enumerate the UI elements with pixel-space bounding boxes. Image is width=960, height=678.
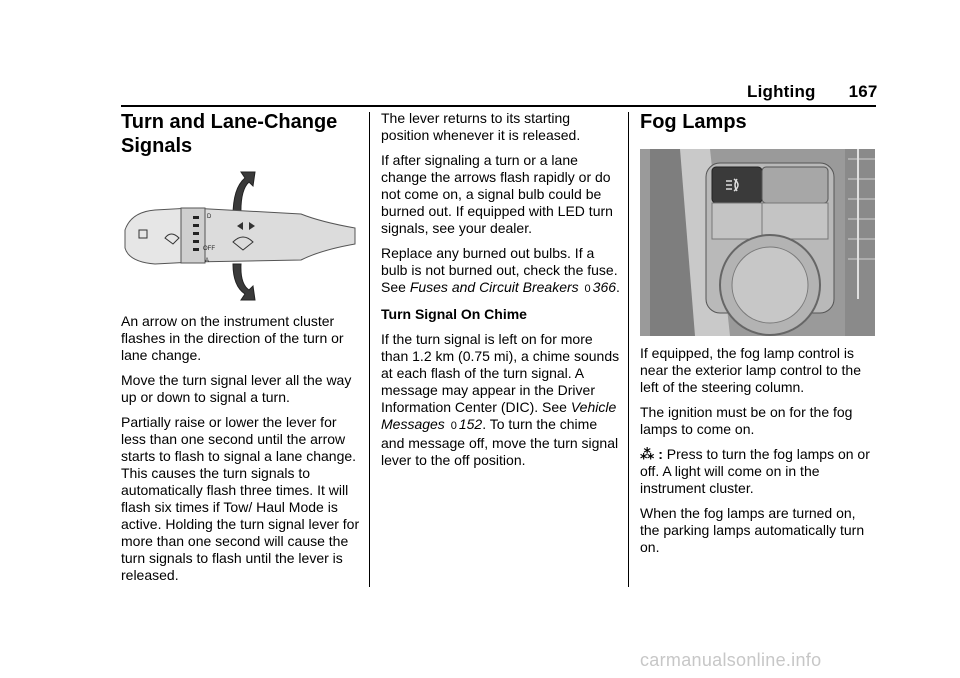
column-divider-2 [628,112,629,587]
paragraph: When the fog lamps are turned on, the parking lamps automatically turn on. [640,505,865,555]
column-divider-1 [369,112,370,587]
paragraph: If after signaling a turn or a lane change the arrows flash rapidly or do not come on, a signal bulb could be burned out. If equipped with LED turn signals, see your dealer. [381,152,613,236]
svg-text:D: D [207,214,212,220]
running-header [747,82,878,102]
paragraph: If the turn signal is left on for more than 1.2 km (0.75 mi), a chime sounds at each flash of the turn signal. A message may appear in the Driver Information Center (DIC). See Vehicle Messages 0 152. To turn the chime and message off, move the turn signal lever to the off position. [381,331,620,468]
column-3-body [640,345,876,564]
page-number: 167 [848,82,878,101]
vehicle-messages-link[interactable]: Vehicle Messages [381,399,617,432]
paragraph: An arrow on the instrument cluster flashes in the direction of the turn or lane change. [121,313,344,363]
paragraph: The lever returns to its starting position whenever it is released. [381,110,581,143]
section-title: Turn and Lane-Change Signals [121,111,338,157]
turn-signal-lever-illustration [121,168,359,303]
svg-text:OFF: OFF [203,246,215,252]
up-arrow-icon [233,172,255,216]
section-name: Lighting [747,82,816,101]
svg-text:A: A [205,258,210,264]
page-ref[interactable]: 366 [592,279,617,295]
section-title: Fog Lamps [640,111,747,133]
header-rule [121,105,876,107]
fog-lamp-symbol-icon: ⁂ [640,446,655,462]
column-2 [381,110,621,477]
page-ref-icon: 0 [584,283,591,295]
page-ref-icon: 0 [450,420,457,432]
paragraph: Replace any burned out bulbs. If a bulb is not burned out, check the fuse. See Fuses and Circuit Breakers 0 366. [381,245,620,295]
paragraph: If equipped, the fog lamp control is near the exterior lamp control to the left of the steering column. [640,345,862,395]
paragraph: Partially raise or lower the lever for less than one second until the arrow starts to flash to signal a lane change. This causes the turn signals to automatically flash three times. It will flash six times if Tow/ Haul Mode is active. Holding the turn signal lever for more than one second will cause the turn signals to flash until the lever is released. [121,414,360,583]
watermark: carmanualsonline.info [640,650,822,670]
paragraph: Move the turn signal lever all the way up or down to signal a turn. [121,372,352,405]
column-1 [121,110,361,158]
down-arrow-icon [233,264,255,300]
page-ref[interactable]: 152 [458,416,483,432]
subheading: Turn Signal On Chime [381,306,527,322]
column-3 [640,110,876,134]
column-1-body [121,313,361,592]
fuses-link[interactable]: Fuses and Circuit Breakers [409,279,579,295]
paragraph: The ignition must be on for the fog lamps to come on. [640,404,853,437]
paragraph: ⁂ : Press to turn the fog lamps on or off. A light will come on in the instrument cluster. [640,446,870,496]
fog-lamp-control-photo [640,149,875,336]
